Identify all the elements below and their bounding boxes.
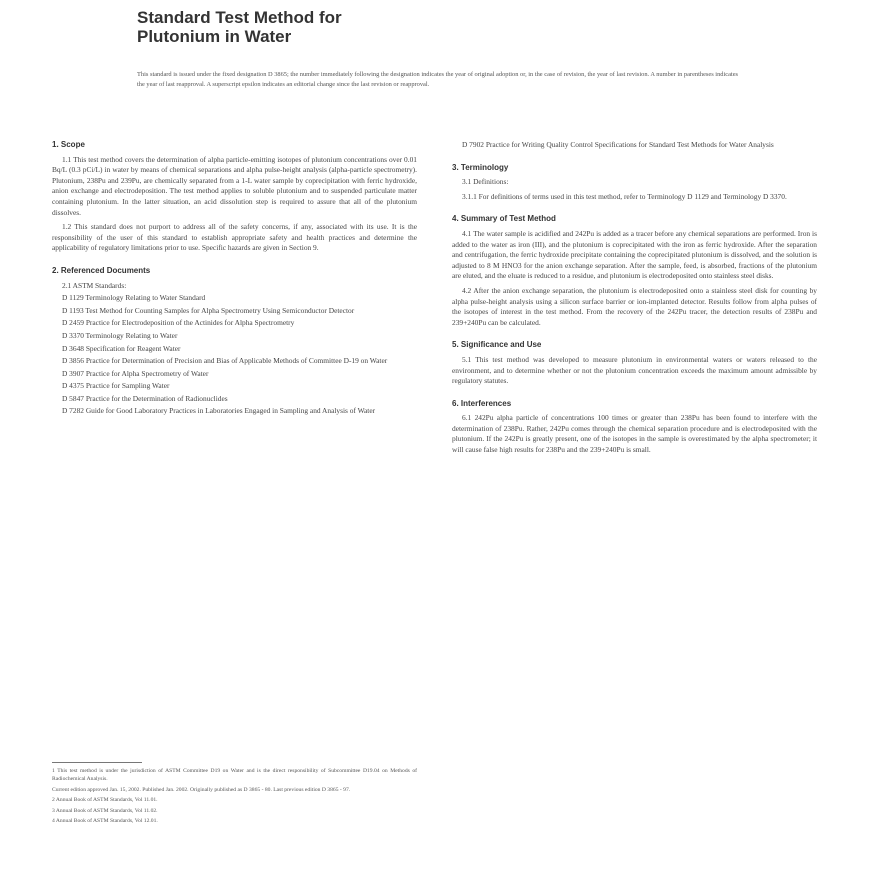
section-heading-scope: 1. Scope bbox=[52, 140, 85, 149]
footnote: Current edition approved Jan. 15, 2002. Published Jan. 2002. Originally published as D 3865 - 80. Last previous edition D 3865 - 97. bbox=[52, 786, 351, 793]
summary-paragraph-1: 4.1 The water sample is acidified and 242Pu is added as a tracer before any chemical separations are performed. Iron is added to the water as iron (III), and the plutonium is coprecipitated with the iron as ferric hydroxide. After the separation and centrifugation, the ferric hydroxide precipitate containing the coprecipitated plutonium is dissolved, and the solution is adjusted to 8 M HNO3 for the anion exchange separation. After the sample, feed, is absorbed, fractions of the plutonium are eluted, and the eluate is reduced to a residue, and plutonium is electrodeposited onto stainless steel disks. bbox=[452, 228, 817, 281]
reference-item: D 3907 Practice for Alpha Spectrometry of Water bbox=[62, 368, 209, 378]
terminology-subheading: 3.1 Definitions: bbox=[462, 177, 509, 187]
title-line-2: Plutonium in Water bbox=[137, 27, 292, 46]
right-column bbox=[452, 140, 817, 460]
reference-item: 2.1 ASTM Standards: bbox=[62, 280, 127, 290]
reference-item: D 2459 Practice for Electrodeposition of the Actinides for Alpha Spectrometry bbox=[62, 318, 295, 328]
section-heading-referenced-documents: 2. Referenced Documents bbox=[52, 265, 151, 275]
footnote: 1 This test method is under the jurisdiction of ASTM Committee D19 on Water and is the direct responsibility of Subcommittee D19.04 on Methods of Radiochemical Analysis. bbox=[52, 768, 417, 783]
footnotes bbox=[52, 767, 417, 827]
footnote: 2 Annual Book of ASTM Standards, Vol 11.01. bbox=[52, 797, 158, 804]
abstract-note: This standard is issued under the fixed designation D 3865; the number immediately following the designation indicates the year of original adoption or, in the case of revision, the year of last revision. A number in parentheses indicates the year of last reapproval. A superscript epsilon indicates an editorial change since the last revision or reapproval. bbox=[137, 71, 739, 88]
significance-paragraph-1: 5.1 This test method was developed to measure plutonium in environmental waters or waters released to the environment, and to determine whether or not the plutonium concentration exceeds the maximum amount admissible by regulatory statutes. bbox=[452, 354, 817, 386]
reference-item: D 3856 Practice for Determination of Precision and Bias of Applicable Methods of Committee D-19 on Water bbox=[62, 356, 388, 366]
section-heading-terminology: 3. Terminology bbox=[452, 162, 509, 172]
reference-item: D 4375 Practice for Sampling Water bbox=[62, 381, 170, 391]
reference-item: D 7282 Guide for Good Laboratory Practices in Laboratories Engaged in Sampling and Analysis of Water bbox=[62, 406, 376, 416]
reference-item: D 3370 Terminology Relating to Water bbox=[62, 330, 178, 340]
title-line-1: Standard Test Method for bbox=[137, 8, 342, 27]
summary-paragraph-2: 4.2 After the anion exchange separation, the plutonium is electrodeposited onto a stainless steel disk for counting by alpha pulse-height analysis using a silicon surface barrier or ion-implanted detector. Results follow from alpha pulses of the isotopes of interest in the test method. From the recovery of the 242Pu tracer, the detection results of 238Pu and 239+240Pu can be calculated. bbox=[452, 285, 817, 327]
terminology-paragraph-1: 3.1.1 For definitions of terms used in this test method, refer to Terminology D 1129 and Terminology D 3370. bbox=[462, 191, 787, 201]
reference-item: D 5847 Practice for the Determination of Radionuclides bbox=[62, 393, 228, 403]
reference-item-continued: D 7902 Practice for Writing Quality Control Specifications for Standard Test Methods for Water Analysis bbox=[462, 140, 774, 149]
footnote: 3 Annual Book of ASTM Standards, Vol 11.02. bbox=[52, 807, 158, 814]
reference-item: D 1193 Test Method for Counting Samples for Alpha Spectrometry Using Semiconductor Detector bbox=[62, 305, 355, 315]
section-heading-summary: 4. Summary of Test Method bbox=[452, 214, 556, 224]
footnote-divider bbox=[52, 762, 142, 763]
interferences-paragraph-1: 6.1 242Pu alpha particle of concentrations 100 times or greater than 238Pu has been found to interfere with the determination of 238Pu. Rather, 242Pu comes through the chemical separation procedure and is electrodeposited with the plutonium. If the 242Pu is greatly present, one of the isotopes in the sample is overestimated by the alpha spectrometer; it will cause false high results for 238Pu and the 239+240Pu is small. bbox=[452, 413, 817, 455]
footnote: 4 Annual Book of ASTM Standards, Vol 12.01. bbox=[52, 818, 158, 825]
reference-item: D 3648 Specification for Reagent Water bbox=[62, 343, 181, 353]
reference-item: D 1129 Terminology Relating to Water Standard bbox=[62, 293, 206, 303]
section-heading-interferences: 6. Interferences bbox=[452, 398, 512, 408]
scope-paragraph-1: 1.1 This test method covers the determination of alpha particle-emitting isotopes of plutonium concentrations over 0.01 Bq/L (0.3 pCi/L) in water by means of chemical separations and alpha pulse-height analysis (alpha-particle spectrometry). Plutonium, 238Pu and 239Pu, are chemically separated from a 1-L water sample by coprecipitation with ferric hydroxide, anion exchange and electrodeposition. The test method applies to soluble plutonium and to suspended particulate matter containing plutonium. In the latter situation, an acid dissolution step is required to assure that all of the plutonium dissolves. bbox=[52, 154, 417, 217]
section-heading-significance: 5. Significance and Use bbox=[452, 340, 542, 350]
page-title bbox=[137, 8, 737, 46]
left-column bbox=[52, 140, 417, 419]
scope-paragraph-2: 1.2 This standard does not purport to address all of the safety concerns, if any, associated with its use. It is the responsibility of the user of this standard to establish appropriate safety and health practices and determine the applicability of regulatory limitations prior to use. Specific hazards are given in Section 9. bbox=[52, 222, 417, 253]
